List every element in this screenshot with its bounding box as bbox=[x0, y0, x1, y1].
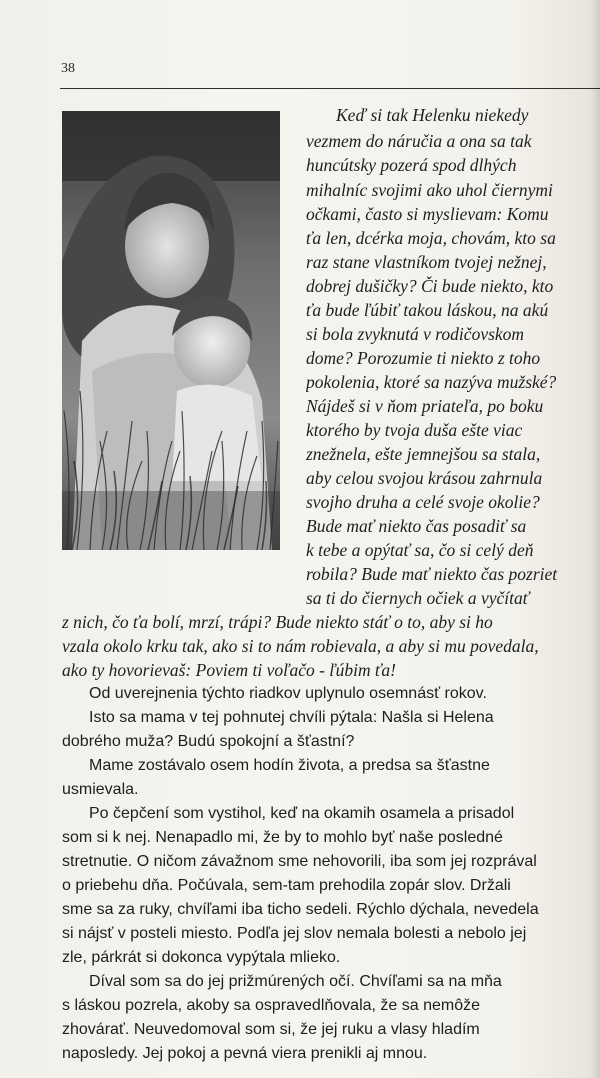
poem-line: očkami, často si myslievam: Komu bbox=[306, 204, 549, 224]
prose-line: Po čepčení som vystihol, keď na okamih osamela a prisadol bbox=[89, 805, 515, 822]
prose-line: zhovárať. Neuvedomoval som si, že jej ruku a vlasy hladím bbox=[62, 1021, 480, 1038]
poem-line: Bude mať niekto čas posadiť sa bbox=[306, 516, 527, 536]
prose-line: s láskou pozrela, akoby sa ospravedlňovala, že sa nemôže bbox=[62, 997, 481, 1014]
prose-line: sme sa za ruky, chvíľami iba ticho sedeli. Rýchlo dýchala, nevedela bbox=[62, 901, 539, 918]
poem-line: svojho druha a celé svoje okolie? bbox=[306, 492, 540, 512]
poem-line: vezmem do náručia a ona sa tak bbox=[306, 131, 532, 151]
prose-line: o priebehu dňa. Počúvala, sem-tam prehodila zopár slov. Držali bbox=[62, 877, 511, 894]
poem-line: ťa bude ľúbiť takou láskou, na akú bbox=[306, 300, 549, 320]
prose-line: Mame zostávalo osem hodín života, a predsa sa šťastne bbox=[89, 757, 490, 774]
prose-line: som si k nej. Nenapadlo mi, že by to mohlo byť naše posledné bbox=[62, 829, 503, 846]
poem-line: ako ty hovorievaš: Poviem ti voľačo - ľúbim ťa! bbox=[62, 660, 396, 680]
prose-line: Isto sa mama v tej pohnutej chvíli pýtala: Našla si Helena bbox=[89, 709, 494, 726]
prose-line: si nájsť v posteli miesto. Podľa jej slov nemala bolesti a nebolo jej bbox=[62, 925, 527, 942]
poem-line: sa ti do čiernych očiek a vyčítať bbox=[306, 588, 530, 608]
poem-line: dobrej dušičky? Či bude niekto, kto bbox=[306, 276, 554, 296]
prose-line: dobrého muža? Budú spokojní a šťastní? bbox=[62, 733, 355, 750]
poem-line: ťa len, dcérka moja, chovám, kto sa bbox=[306, 228, 556, 248]
poem-line: Nájdeš si v ňom priateľa, po boku bbox=[306, 396, 544, 416]
prose-line: Od uverejnenia týchto riadkov uplynulo osemnásť rokov. bbox=[89, 685, 487, 702]
poem-line: huncútsky pozerá spod dlhých bbox=[306, 155, 517, 175]
photo-mother-and-child bbox=[62, 111, 280, 550]
page-number: 38 bbox=[61, 61, 75, 76]
poem-line: Keď si tak Helenku niekedy bbox=[336, 105, 529, 125]
poem-line: pokolenia, ktoré sa nazýva mužské? bbox=[306, 372, 557, 392]
poem-line: si bola zvyknutá v rodičovskom bbox=[306, 324, 525, 344]
prose-line: zle, párkrát si dokonca vypýtala mlieko. bbox=[62, 949, 341, 966]
prose-line: usmievala. bbox=[62, 781, 139, 798]
poem-line: aby celou svojou krásou zahrnula bbox=[306, 468, 543, 488]
poem-line: dome? Porozumie ti niekto z toho bbox=[306, 348, 541, 368]
poem-line: raz stane vlastníkom tvojej nežnej, bbox=[306, 252, 547, 272]
poem-line: mihalníc svojimi ako uhol čiernymi bbox=[306, 180, 553, 200]
prose-line: stretnutie. O ničom závažnom sme nehovorili, iba som jej rozprával bbox=[62, 853, 537, 870]
prose-line: Díval som sa do jej prižmúrených očí. Chvíľami sa na mňa bbox=[89, 973, 502, 990]
poem-line: z nich, čo ťa bolí, mrzí, trápi? Bude niekto stáť o to, aby si ho bbox=[62, 612, 493, 632]
poem-line: ktorého by tvoja duša ešte viac bbox=[306, 420, 523, 440]
poem-line: robila? Bude mať niekto čas pozriet bbox=[306, 564, 558, 584]
page-spine-shadow bbox=[590, 0, 600, 1078]
poem-line: znežnela, ešte jemnejšou sa stala, bbox=[306, 444, 541, 464]
poem-line: k tebe a opýtať sa, čo si celý deň bbox=[306, 540, 534, 560]
header-rule bbox=[60, 88, 600, 89]
prose-line: naposledy. Jej pokoj a pevná viera prenikli aj mnou. bbox=[62, 1045, 428, 1062]
poem-line: vzala okolo krku tak, ako si to nám robievala, a aby si mu povedala, bbox=[62, 636, 539, 656]
